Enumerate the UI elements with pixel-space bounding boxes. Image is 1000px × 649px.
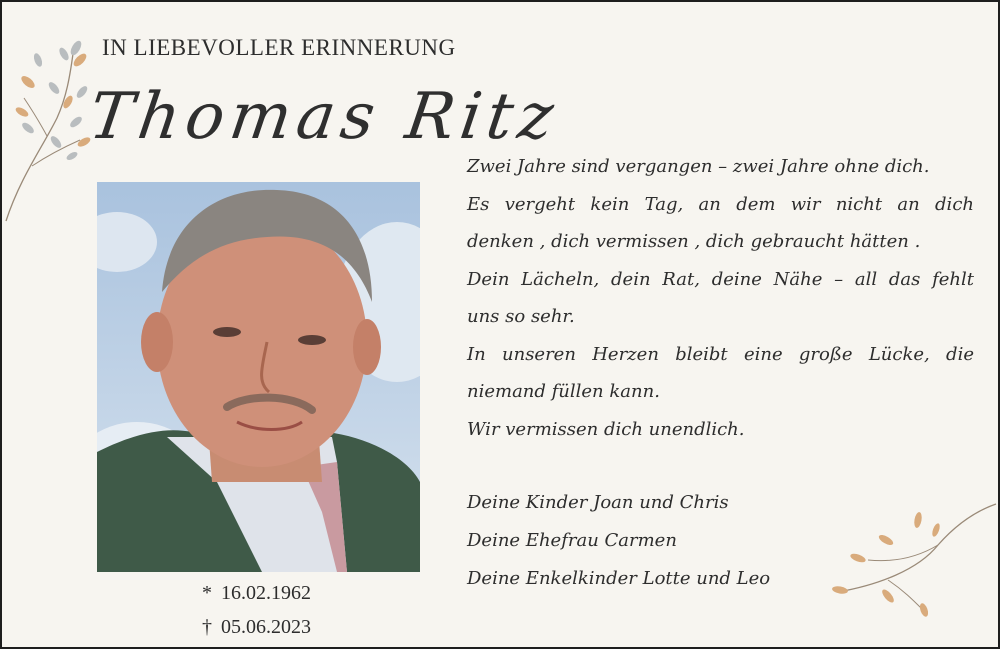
poem-line: Zwei Jahre sind vergangen – zwei Jahre ohne dich. — [467, 156, 930, 177]
poem-line: denken , dich vermissen , dich gebraucht hätten . — [467, 231, 921, 252]
life-dates — [202, 576, 311, 644]
poem-line: Wir vermissen dich unendlich. — [467, 418, 745, 440]
death-cross-icon: † — [202, 616, 212, 638]
deceased-name: Thomas Ritz — [84, 80, 564, 154]
family-line: Deine Ehefrau Carmen — [467, 530, 677, 551]
portrait-photo — [97, 182, 420, 572]
poem-line: Es vergeht kein Tag, an dem wir nicht an dich — [467, 193, 974, 215]
leaf-branch-icon — [2, 38, 97, 223]
family-line: Deine Kinder Joan und Chris — [467, 492, 729, 513]
poem-line: Dein Lächeln, dein Rat, deine Nähe – all das fehlt — [467, 268, 974, 290]
poem-line: niemand füllen kann. — [467, 381, 660, 402]
poem-line: In unseren Herzen bleibt eine große Lücke, die — [467, 343, 974, 365]
death-date-row — [202, 610, 311, 644]
poem-line: uns so sehr. — [467, 306, 575, 327]
death-date: 05.06.2023 — [221, 616, 311, 638]
family-line: Deine Enkelkinder Lotte und Leo — [467, 568, 771, 589]
memorial-poem — [467, 148, 974, 448]
family-signatures — [467, 484, 770, 598]
birth-star-icon: * — [202, 582, 212, 604]
leaf-sprig-icon — [828, 500, 998, 620]
memorial-heading: IN LIEBEVOLLER ERINNERUNG — [102, 35, 456, 60]
birth-date: 16.02.1962 — [221, 582, 311, 604]
birth-date-row — [202, 576, 311, 610]
